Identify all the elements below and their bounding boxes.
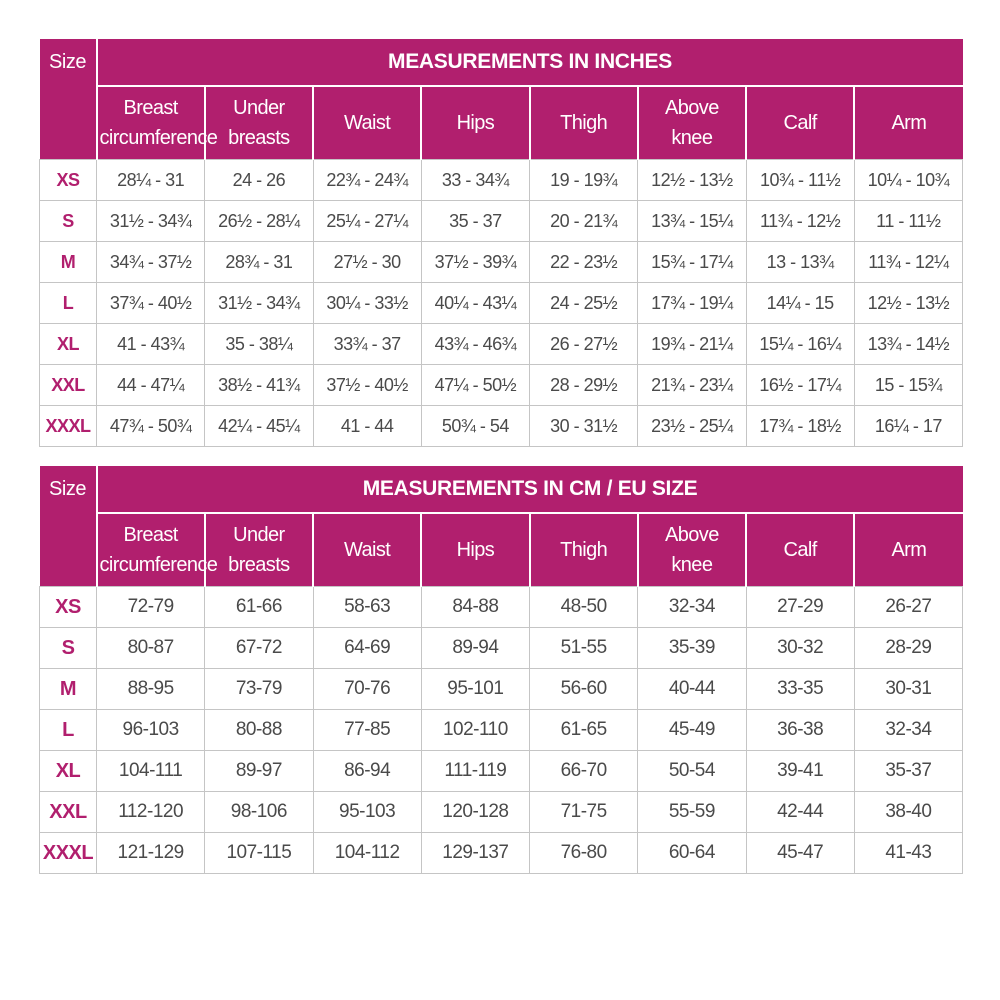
measurement-cell: 26-27 <box>854 587 962 628</box>
measurement-cell: 11 - 11½ <box>854 201 962 242</box>
column-header <box>421 513 529 587</box>
measurement-cell: 27-29 <box>746 587 854 628</box>
measurement-cell: 51-55 <box>530 628 638 669</box>
column-header <box>205 513 313 587</box>
measurement-cell: 86-94 <box>313 751 421 792</box>
column-header-line: Breast <box>123 97 178 119</box>
measurement-cell: 129-137 <box>421 833 529 874</box>
column-header <box>205 86 313 160</box>
column-header-row <box>40 86 963 160</box>
measurement-cell: 104-111 <box>97 751 205 792</box>
measurement-cell: 61-66 <box>205 587 313 628</box>
measurement-cell: 33-35 <box>746 669 854 710</box>
measurement-cell: 24 - 25½ <box>530 283 638 324</box>
column-header <box>530 513 638 587</box>
measurement-cell: 80-88 <box>205 710 313 751</box>
measurement-cell: 70-76 <box>313 669 421 710</box>
measurement-cell: 35 - 38¼ <box>205 324 313 365</box>
measurement-cell: 42¼ - 45¼ <box>205 406 313 447</box>
size-label: XL <box>40 324 97 365</box>
measurement-cell: 32-34 <box>638 587 746 628</box>
column-header-line: Under <box>233 524 285 546</box>
column-header <box>746 86 854 160</box>
table-row <box>40 406 963 447</box>
size-label: XXL <box>40 792 97 833</box>
column-header <box>638 513 746 587</box>
column-header-line: Under <box>233 97 285 119</box>
column-header-line: Calf <box>783 539 817 561</box>
measurement-cell: 30¼ - 33½ <box>313 283 421 324</box>
measurement-cell: 45-49 <box>638 710 746 751</box>
measurement-cell: 76-80 <box>530 833 638 874</box>
measurement-cell: 16¼ - 17 <box>854 406 962 447</box>
measurement-cell: 38-40 <box>854 792 962 833</box>
measurement-cell: 15 - 15¾ <box>854 365 962 406</box>
column-header-line: Above <box>665 524 719 546</box>
column-header-line: Breast <box>123 524 178 546</box>
measurement-cell: 121-129 <box>97 833 205 874</box>
measurement-cell: 33¾ - 37 <box>313 324 421 365</box>
measurement-cell: 11¾ - 12½ <box>746 201 854 242</box>
measurement-cell: 71-75 <box>530 792 638 833</box>
column-header <box>854 513 962 587</box>
table-row <box>40 587 963 628</box>
table-row <box>40 324 963 365</box>
column-header <box>530 86 638 160</box>
measurement-cell: 12½ - 13½ <box>638 160 746 201</box>
column-header <box>746 513 854 587</box>
size-label: L <box>40 283 97 324</box>
measurement-cell: 41-43 <box>854 833 962 874</box>
column-header-line: Hips <box>456 539 495 561</box>
measurement-cell: 84-88 <box>421 587 529 628</box>
size-label: S <box>40 201 97 242</box>
measurement-cell: 40-44 <box>638 669 746 710</box>
measurement-cell: 12½ - 13½ <box>854 283 962 324</box>
measurement-cell: 96-103 <box>97 710 205 751</box>
table-row <box>40 710 963 751</box>
measurement-cell: 55-59 <box>638 792 746 833</box>
measurement-cell: 23½ - 25¼ <box>638 406 746 447</box>
column-header-line: circumference <box>99 127 218 149</box>
measurement-cell: 28¾ - 31 <box>205 242 313 283</box>
table-row <box>40 669 963 710</box>
measurement-cell: 80-87 <box>97 628 205 669</box>
size-column-header: Size <box>40 39 97 160</box>
column-header-line: Waist <box>343 112 391 134</box>
measurement-cell: 37½ - 39¾ <box>421 242 529 283</box>
column-header-line: breasts <box>228 554 290 576</box>
column-header-row <box>40 513 963 587</box>
measurement-cell: 30-32 <box>746 628 854 669</box>
measurement-cell: 56-60 <box>530 669 638 710</box>
measurement-cell: 33 - 34¾ <box>421 160 529 201</box>
table-row <box>40 751 963 792</box>
measurement-cell: 95-101 <box>421 669 529 710</box>
column-header <box>638 86 746 160</box>
column-header-line: breasts <box>228 127 290 149</box>
measurement-cell: 89-94 <box>421 628 529 669</box>
column-header-line: Hips <box>456 112 495 134</box>
table-row <box>40 283 963 324</box>
column-header <box>97 513 218 587</box>
size-table <box>39 39 963 447</box>
size-label: XS <box>40 587 97 628</box>
measurement-cell: 58-63 <box>313 587 421 628</box>
measurement-cell: 32-34 <box>854 710 962 751</box>
measurement-cell: 77-85 <box>313 710 421 751</box>
table-title: MEASUREMENTS IN INCHES <box>97 39 963 86</box>
measurement-cell: 43¾ - 46¾ <box>421 324 529 365</box>
column-header <box>421 86 529 160</box>
measurement-cell: 41 - 43¾ <box>97 324 205 365</box>
table-body <box>40 160 963 447</box>
table-row <box>40 628 963 669</box>
measurement-cell: 22 - 23½ <box>530 242 638 283</box>
table-body <box>40 587 963 874</box>
measurement-cell: 39-41 <box>746 751 854 792</box>
measurement-cell: 17¾ - 18½ <box>746 406 854 447</box>
measurement-cell: 35-39 <box>638 628 746 669</box>
table-row <box>40 201 963 242</box>
measurement-cell: 98-106 <box>205 792 313 833</box>
measurement-cell: 89-97 <box>205 751 313 792</box>
measurement-cell: 17¾ - 19¼ <box>638 283 746 324</box>
size-label: M <box>40 669 97 710</box>
table-title: MEASUREMENTS IN CM / EU SIZE <box>97 466 963 513</box>
measurement-cell: 30 - 31½ <box>530 406 638 447</box>
measurement-cell: 21¾ - 23¼ <box>638 365 746 406</box>
measurement-cell: 26½ - 28¼ <box>205 201 313 242</box>
measurement-cell: 10¼ - 10¾ <box>854 160 962 201</box>
measurement-cell: 24 - 26 <box>205 160 313 201</box>
measurement-cell: 36-38 <box>746 710 854 751</box>
inches-size-chart <box>39 39 963 447</box>
measurement-cell: 102-110 <box>421 710 529 751</box>
measurement-cell: 50-54 <box>638 751 746 792</box>
size-label: L <box>40 710 97 751</box>
measurement-cell: 45-47 <box>746 833 854 874</box>
cm-size-chart <box>39 466 963 874</box>
measurement-cell: 38½ - 41¾ <box>205 365 313 406</box>
measurement-cell: 37¾ - 40½ <box>97 283 205 324</box>
measurement-cell: 10¾ - 11½ <box>746 160 854 201</box>
measurement-cell: 66-70 <box>530 751 638 792</box>
size-label: S <box>40 628 97 669</box>
measurement-cell: 16½ - 17¼ <box>746 365 854 406</box>
measurement-cell: 42-44 <box>746 792 854 833</box>
measurement-cell: 35-37 <box>854 751 962 792</box>
measurement-cell: 30-31 <box>854 669 962 710</box>
column-header <box>313 86 421 160</box>
measurement-cell: 95-103 <box>313 792 421 833</box>
table-row <box>40 792 963 833</box>
measurement-cell: 47¾ - 50¾ <box>97 406 205 447</box>
column-header-line: Above <box>665 97 719 119</box>
column-header-line: Arm <box>891 112 927 134</box>
size-label: XL <box>40 751 97 792</box>
measurement-cell: 20 - 21¾ <box>530 201 638 242</box>
measurement-cell: 60-64 <box>638 833 746 874</box>
measurement-cell: 35 - 37 <box>421 201 529 242</box>
measurement-cell: 50¾ - 54 <box>421 406 529 447</box>
measurement-cell: 15¼ - 16¼ <box>746 324 854 365</box>
column-header-line: Arm <box>891 539 927 561</box>
measurement-cell: 72-79 <box>97 587 205 628</box>
measurement-cell: 112-120 <box>97 792 205 833</box>
measurement-cell: 104-112 <box>313 833 421 874</box>
measurement-cell: 47¼ - 50½ <box>421 365 529 406</box>
measurement-cell: 73-79 <box>205 669 313 710</box>
size-label: XS <box>40 160 97 201</box>
column-header <box>313 513 421 587</box>
measurement-cell: 34¾ - 37½ <box>97 242 205 283</box>
table-row <box>40 242 963 283</box>
measurement-cell: 13¾ - 14½ <box>854 324 962 365</box>
column-header-line: Calf <box>783 112 817 134</box>
measurement-cell: 19¾ - 21¼ <box>638 324 746 365</box>
measurement-cell: 40¼ - 43¼ <box>421 283 529 324</box>
measurement-cell: 13¾ - 15¼ <box>638 201 746 242</box>
measurement-cell: 107-115 <box>205 833 313 874</box>
table-row <box>40 160 963 201</box>
measurement-cell: 26 - 27½ <box>530 324 638 365</box>
measurement-cell: 22¾ - 24¾ <box>313 160 421 201</box>
table-row <box>40 833 963 874</box>
measurement-cell: 28¼ - 31 <box>97 160 205 201</box>
column-header <box>97 86 218 160</box>
measurement-cell: 14¼ - 15 <box>746 283 854 324</box>
measurement-cell: 28 - 29½ <box>530 365 638 406</box>
measurement-cell: 37½ - 40½ <box>313 365 421 406</box>
measurement-cell: 88-95 <box>97 669 205 710</box>
measurement-cell: 48-50 <box>530 587 638 628</box>
measurement-cell: 27½ - 30 <box>313 242 421 283</box>
measurement-cell: 28-29 <box>854 628 962 669</box>
measurement-cell: 31½ - 34¾ <box>97 201 205 242</box>
column-header-line: knee <box>671 127 713 149</box>
measurement-cell: 67-72 <box>205 628 313 669</box>
measurement-cell: 64-69 <box>313 628 421 669</box>
size-label: XXL <box>40 365 97 406</box>
measurement-cell: 13 - 13¾ <box>746 242 854 283</box>
measurement-cell: 19 - 19¾ <box>530 160 638 201</box>
measurement-cell: 120-128 <box>421 792 529 833</box>
measurement-cell: 15¾ - 17¼ <box>638 242 746 283</box>
measurement-cell: 25¼ - 27¼ <box>313 201 421 242</box>
measurement-cell: 41 - 44 <box>313 406 421 447</box>
size-label: XXXL <box>40 406 97 447</box>
size-label: M <box>40 242 97 283</box>
measurement-cell: 31½ - 34¾ <box>205 283 313 324</box>
column-header-line: Thigh <box>560 539 608 561</box>
column-header-line: knee <box>671 554 713 576</box>
measurement-cell: 11¾ - 12¼ <box>854 242 962 283</box>
size-label: XXXL <box>40 833 97 874</box>
column-header-line: Thigh <box>560 112 608 134</box>
table-row <box>40 365 963 406</box>
column-header-line: circumference <box>99 554 218 576</box>
column-header <box>854 86 962 160</box>
column-header-line: Waist <box>343 539 391 561</box>
measurement-cell: 111-119 <box>421 751 529 792</box>
measurement-cell: 44 - 47¼ <box>97 365 205 406</box>
measurement-cell: 61-65 <box>530 710 638 751</box>
size-column-header: Size <box>40 466 97 587</box>
size-table <box>39 466 963 874</box>
